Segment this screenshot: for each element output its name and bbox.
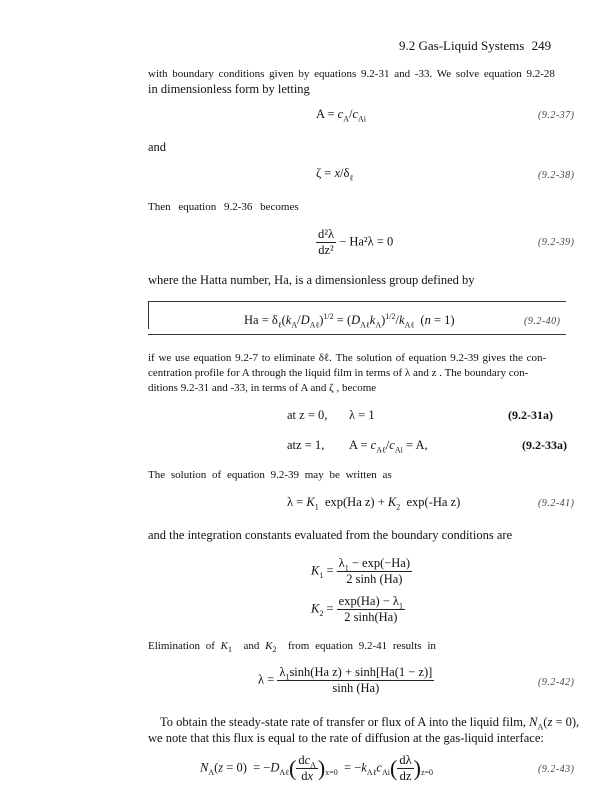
paragraph-4-line-2: centration profile for A through the liquid film in terms of λ and z . The boundary con- — [148, 367, 529, 379]
equation-number-38: (9.2-38) — [538, 170, 575, 181]
equation-9-2-43: $N_A(z = 0) = -D_{A\ell}$( $\frac{dc_A}{dx}$ )$_{x=0} = -k_{A\ell}c_{Ai}$( $\frac{d\lambda}{dz}$ )$_{z=0}$ — [200, 753, 434, 783]
section-title: 9.2 Gas-Liquid Systems — [399, 38, 525, 53]
connector-and: and — [148, 140, 167, 154]
equation-9-2-40: $Ha = \delta_\ell(k_A/D_{A\ell})^{1/2} = (D_{A\ell}k_A)^{1/2}/k_{A\ell}$ (n = 1) — [244, 311, 455, 330]
equation-number-40: (9.2-40) — [524, 316, 561, 327]
fraction-d2-lambda: $\frac{\text{d²λ}}{\text{dz²}}$ — [318, 227, 335, 257]
paragraph-1-line-2: in dimensionless form by letting — [148, 82, 310, 96]
paragraph-1-line-1: with boundary conditions given by equations 9.2-31 and -33. We solve equation 9.2-28 — [148, 68, 555, 80]
bc-33a-left: atz = 1, — [287, 438, 325, 452]
box-bottom-rule — [148, 334, 566, 335]
paragraph-2: Then equation 9.2-36 becomes — [148, 201, 299, 213]
equation-number-43: (9.2-43) — [538, 764, 575, 775]
fraction-k1: $\frac{\lambda_1 - \exp(-Ha)}{2 \sinh (Ha)}$ — [338, 556, 411, 586]
equation-9-2-41: $\lambda = K_1$ exp(Ha $z) + K_2$ exp(-Ha z) — [287, 495, 461, 512]
paragraph-4-line-1: if we use equation 9.2-7 to eliminate δℓ. The solution of equation 9.2-39 gives the con- — [148, 352, 547, 364]
paragraph-8-line-2: we note that this flux is equal to the rate of diffusion at the gas-liquid interface: — [148, 731, 544, 745]
fraction-dcA-dx: $\frac{dc_A}{dx}$ — [298, 753, 316, 783]
bc-33a-right: $A = c_{A\ell}/c_{Ai} = A$, — [349, 438, 428, 455]
paragraph-7: Elimination of $K_1$ and $K_2$ from equation 9.2-41 results in — [148, 640, 436, 655]
paragraph-6: and the integration constants evaluated from the boundary conditions are — [148, 528, 513, 542]
fraction-k2: $\frac{\exp(Ha) - \lambda_1}{2 \sinh(Ha)}$ — [338, 594, 403, 624]
paragraph-4-line-3: ditions 9.2-31 and -33, in terms of A and ζ , become — [148, 382, 377, 394]
equation-9-2-42: λ = $\frac{\lambda_1\sinh(Ha z) + \sinh[Ha(1 - z)]}{\sinh (Ha)}$ — [258, 665, 433, 695]
bc-31a-left: at z = 0, — [287, 408, 328, 422]
paragraph-8-line-1: To obtain the steady-state rate of transfer or flux of A into the liquid film, $N_A(z = 0)$, — [160, 715, 580, 732]
equation-9-2-37: $A = c_A/c_{Ai}$ — [316, 107, 367, 124]
equation-number-41: (9.2-41) — [538, 498, 575, 509]
fraction-dlambda-dz: $\frac{d\lambda}{dz}$ — [399, 753, 412, 783]
paragraph-3: where the Hatta number, Ha, is a dimensionless group defined by — [148, 273, 475, 287]
equation-number-42: (9.2-42) — [538, 677, 575, 688]
paragraph-5: The solution of equation 9.2-39 may be written as — [148, 469, 392, 481]
equation-k2: $K_2$ = $\frac{\exp(Ha) - \lambda_1}{2 \sinh(Ha)}$ — [311, 594, 403, 624]
equation-number-39: (9.2-39) — [538, 237, 575, 248]
page-number: 249 — [531, 38, 552, 53]
equation-k1: $K_1$ = $\frac{\lambda_1 - \exp(-Ha)}{2 \sinh (Ha)}$ — [311, 556, 411, 586]
equation-number-33a: (9.2-33a) — [522, 438, 567, 452]
equation-number-31a: (9.2-31a) — [508, 408, 553, 422]
box-left-rule — [148, 301, 149, 329]
equation-9-2-39: $\frac{\text{d²λ}}{\text{dz²}}$ − Ha²λ = 0 — [318, 227, 394, 257]
bc-31a-right: λ = 1 — [349, 408, 375, 422]
equation-number-37: (9.2-37) — [538, 110, 575, 121]
running-header — [399, 38, 551, 54]
equation-9-2-38: $\zeta = x/\delta_\ell$ — [316, 166, 354, 183]
box-top-rule — [148, 301, 566, 302]
fraction-lambda-solution: $\frac{\lambda_1\sinh(Ha z) + \sinh[Ha(1 - z)]}{\sinh (Ha)}$ — [279, 665, 433, 695]
